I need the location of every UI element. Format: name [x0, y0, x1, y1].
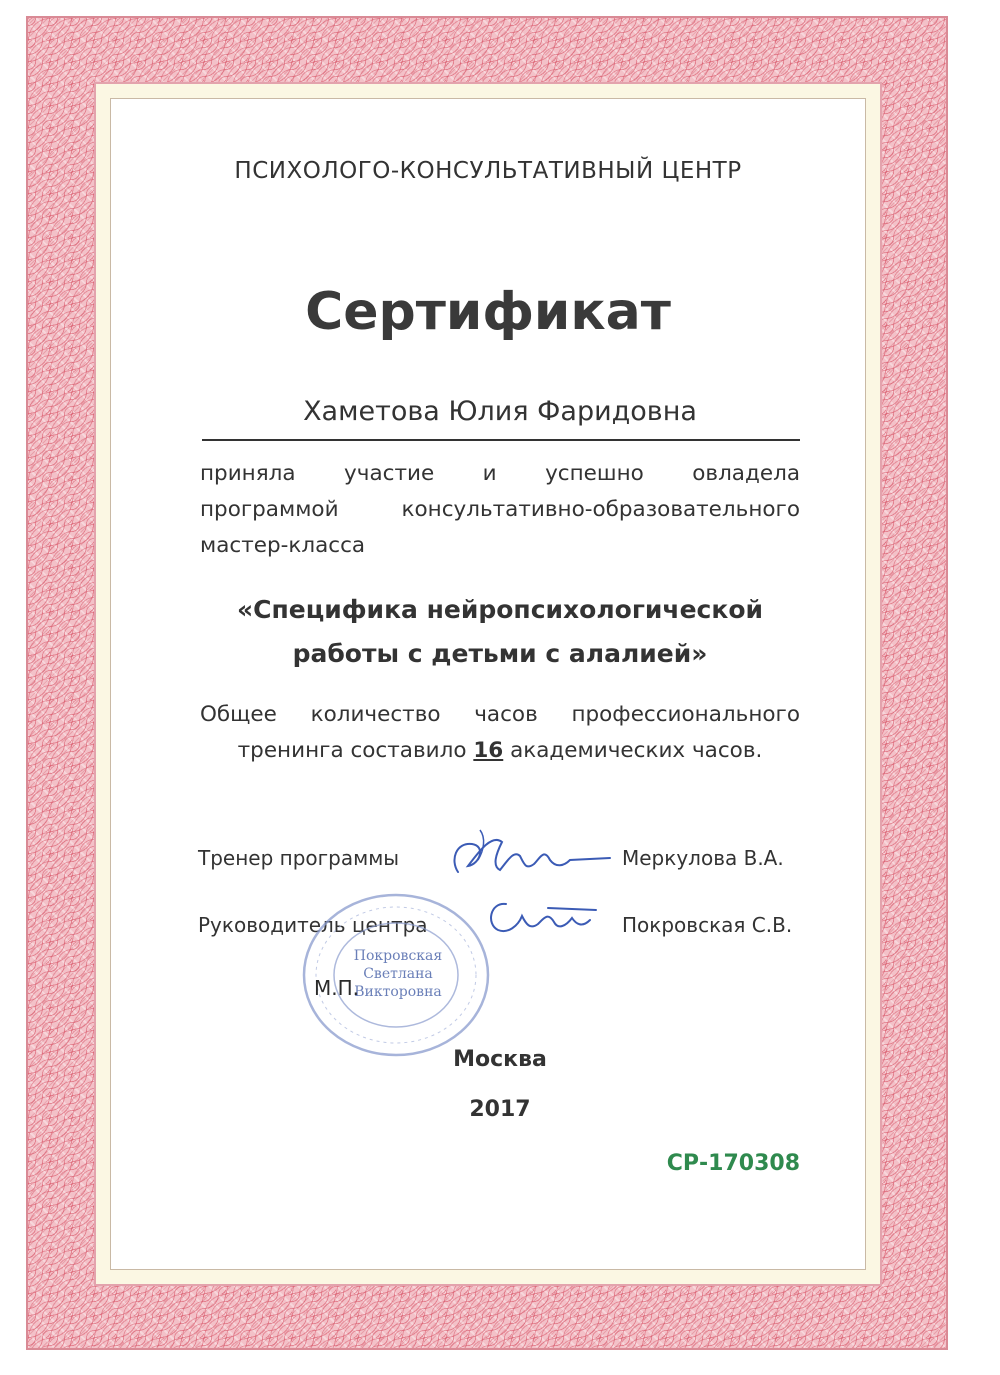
hours-prefix: тренинга составило [237, 738, 474, 763]
trainer-name: Меркулова В.А. [622, 846, 784, 870]
serial-number: СР-170308 [666, 1151, 800, 1176]
program-title-line: работы с детьми с алалией» [292, 639, 708, 668]
certificate-inner-panel [110, 98, 866, 1270]
name-underline [202, 439, 800, 441]
hours-text [200, 697, 800, 769]
hours-value: 16 [473, 738, 504, 763]
organization-name: ПСИХОЛОГО-КОНСУЛЬТАТИВНЫЙ ЦЕНТР [234, 158, 742, 184]
body-line: приняла участие и успешно овладела [200, 461, 800, 486]
hours-line [200, 733, 800, 769]
year: 2017 [469, 1097, 531, 1122]
trainer-signature [440, 820, 620, 890]
hours-suffix: академических часов. [503, 738, 763, 763]
city: Москва [453, 1047, 547, 1072]
stamp-line: Викторовна [354, 984, 442, 1000]
stamp-line: Светлана [363, 966, 433, 982]
recipient-name: Хаметова Юлия Фаридовна [303, 396, 697, 427]
body-line: программой консультативно-образовательного [200, 497, 800, 522]
stamp-line: Покровская [353, 948, 443, 964]
hours-line: Общее количество часов профессионального [200, 702, 800, 727]
program-title [160, 588, 840, 676]
body-line: мастер-класса [200, 533, 366, 558]
stamp-label: М.П. [314, 976, 360, 1000]
certificate-title: Сертификат [305, 282, 671, 342]
head-name: Покровская С.В. [622, 913, 793, 937]
body-text [200, 456, 800, 564]
program-title-line: «Специфика нейропсихологической [236, 595, 764, 624]
head-signature [478, 890, 608, 950]
official-stamp [296, 890, 496, 1060]
trainer-label: Тренер программы [198, 846, 400, 870]
head-label: Руководитель центра [198, 913, 428, 937]
